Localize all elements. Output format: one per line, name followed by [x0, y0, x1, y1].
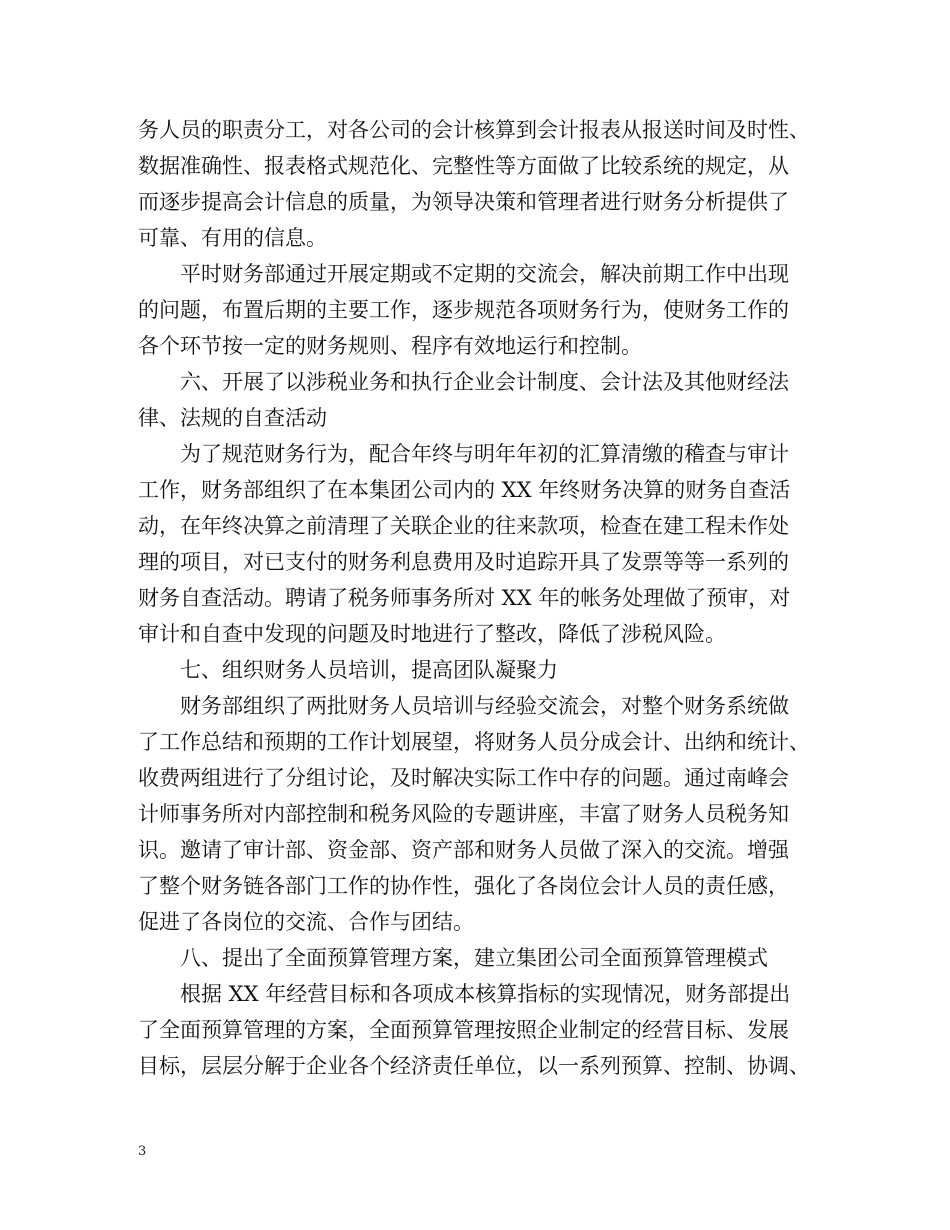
- text-line: 工作，财务部组织了在本集团公司内的 XX 年终财务决算的财务自查活: [138, 478, 791, 502]
- text-line: 平时财务部通过开展定期或不定期的交流会，解决前期工作中出现: [180, 262, 789, 286]
- text-line: 动，在年终决算之前清理了关联企业的往来款项，检查在建工程未作处: [138, 514, 789, 538]
- text-line: 了全面预算管理的方案，全面预算管理按照企业制定的经营目标、发展: [138, 1018, 789, 1042]
- text-line: 为了规范财务行为，配合年终与明年年初的汇算清缴的稽查与审计: [180, 442, 789, 466]
- section-heading-6: 六、开展了以涉税业务和执行企业会计制度、会计法及其他财经法: [180, 370, 789, 394]
- section-heading-7: 七、组织财务人员培训，提高团队凝聚力: [180, 658, 558, 682]
- text-line: 了整个财务链各部门工作的协作性，强化了各岗位会计人员的责任感，: [138, 874, 789, 898]
- text-line: 财务自查活动。聘请了税务师事务所对 XX 年的帐务处理做了预审，对: [138, 586, 791, 610]
- text-line: 计师事务所对内部控制和税务风险的专题讲座，丰富了财务人员税务知: [138, 802, 789, 826]
- text-line: 理的项目，对已支付的财务利息费用及时追踪开具了发票等等一系列的: [138, 550, 789, 574]
- text-line: 目标，层层分解于企业各个经济责任单位，以一系列预算、控制、协调、: [138, 1054, 810, 1078]
- section-heading-8: 八、提出了全面预算管理方案，建立集团公司全面预算管理模式: [180, 946, 768, 970]
- text-line: 而逐步提高会计信息的质量，为领导决策和管理者进行财务分析提供了: [138, 190, 789, 214]
- text-line: 促进了各岗位的交流、合作与团结。: [138, 910, 474, 934]
- text-line: 的问题，布置后期的主要工作，逐步规范各项财务行为，使财务工作的: [138, 298, 789, 322]
- text-line: 收费两组进行了分组讨论，及时解决实际工作中存的问题。通过南峰会: [138, 766, 789, 790]
- text-line: 数据准确性、报表格式规范化、完整性等方面做了比较系统的规定，从: [138, 154, 789, 178]
- page-number: 3: [138, 1144, 147, 1159]
- text-line: 可靠、有用的信息。: [138, 226, 327, 250]
- body-text: [138, 112, 828, 1084]
- text-line: 务人员的职责分工，对各公司的会计核算到会计报表从报送时间及时性、: [138, 118, 810, 142]
- text-line: 了工作总结和预期的工作计划展望，将财务人员分成会计、出纳和统计、: [138, 730, 810, 754]
- text-line: 根据 XX 年经营目标和各项成本核算指标的实现情况，财务部提出: [180, 982, 791, 1006]
- text-line: 财务部组织了两批财务人员培训与经验交流会，对整个财务系统做: [180, 694, 789, 718]
- text-line: 审计和自查中发现的问题及时地进行了整改，降低了涉税风险。: [138, 622, 726, 646]
- section-heading-6-cont: 律、法规的自查活动: [138, 406, 327, 430]
- text-line: 各个环节按一定的财务规则、程序有效地运行和控制。: [138, 334, 642, 358]
- text-line: 识。邀请了审计部、资金部、资产部和财务人员做了深入的交流。增强: [138, 838, 789, 862]
